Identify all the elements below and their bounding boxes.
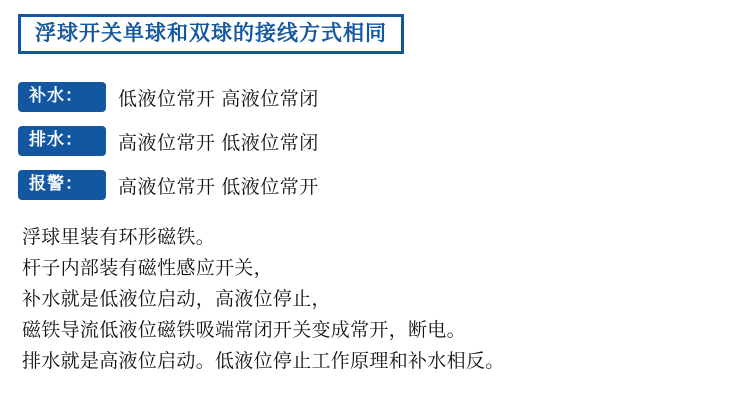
mode-description: 高液位常开 低液位常开 [118, 176, 319, 198]
mode-description: 低液位常开 高液位常闭 [118, 88, 319, 110]
page-title: 浮球开关单球和双球的接线方式相同 [35, 22, 387, 45]
mode-description: 高液位常开 低液位常闭 [118, 132, 319, 154]
note-line: 浮球里装有环形磁铁。 [22, 227, 216, 248]
mode-tag-badge: 补水： [18, 82, 106, 112]
mode-row [18, 124, 718, 158]
note-line: 杆子内部装有磁性感应开关， [22, 258, 273, 279]
mode-tag-badge: 排水： [18, 126, 106, 156]
notes-paragraph [22, 222, 732, 377]
title-container [18, 14, 404, 54]
note-line: 补水就是低液位启动，高液位停止， [22, 289, 331, 310]
title-box [18, 14, 404, 54]
mode-row [18, 168, 718, 202]
mode-list [18, 80, 718, 212]
note-line: 排水就是高液位启动。低液位停止工作原理和补水相反。 [22, 351, 505, 372]
mode-row [18, 80, 718, 114]
note-line: 磁铁导流低液位磁铁吸端常闭开关变成常开，断电。 [22, 320, 466, 341]
mode-tag-badge: 报警： [18, 170, 106, 200]
